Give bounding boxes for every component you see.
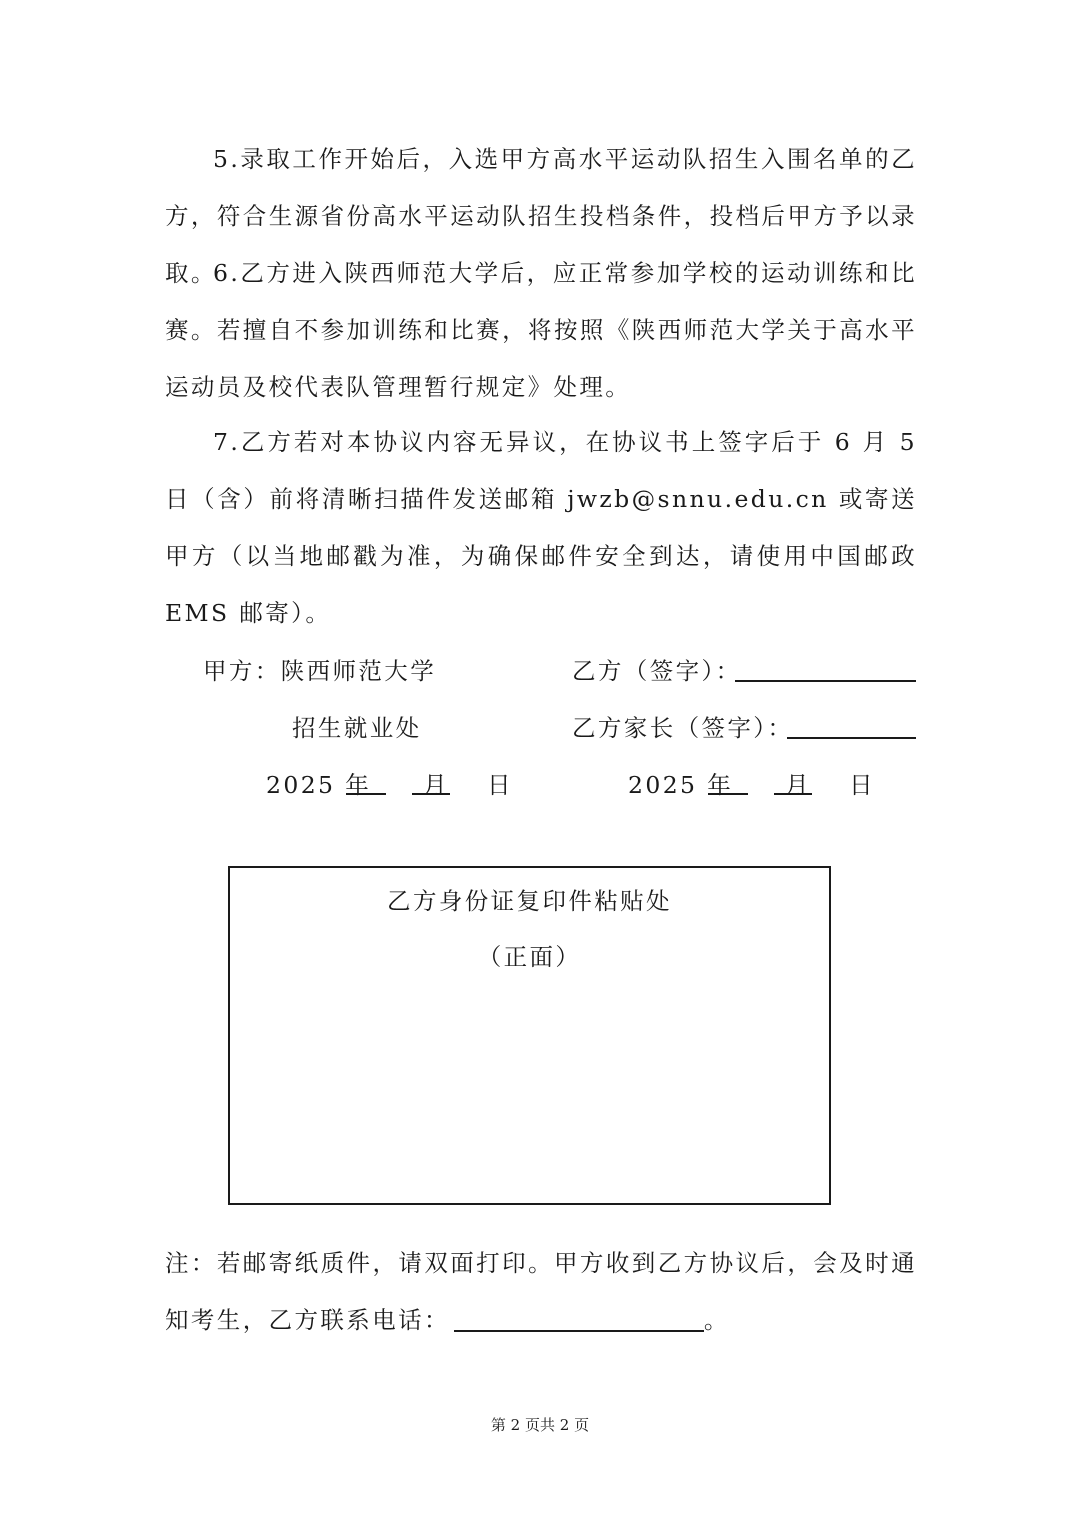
party-b-year: 2025 年 — [628, 771, 734, 799]
page-footer: 第 2 页共 2 页 — [490, 1416, 590, 1434]
party-a-label: 甲方：陕西师范大学 — [203, 657, 437, 685]
party-a-dept: 招生就业处 — [292, 714, 422, 742]
party-b-month: 月 — [785, 771, 812, 799]
id-box-title: 乙方身份证复印件粘贴处 — [387, 887, 672, 915]
party-a-year: 2025 年 — [266, 771, 372, 799]
clause-7-text: 7.乙方若对本协议内容无异议，在协议书上签字后于 6 月 5 日（含）前将清晰扫描件发送邮箱 jwzb@snnu.edu.cn 或寄送甲方（以当地邮戳为准，为确保邮件安全到达，请使用中国邮政 EMS 邮寄）。 — [165, 428, 917, 627]
party-a-day: 日 — [487, 771, 513, 799]
note — [165, 1235, 917, 1349]
party-b-label: 乙方（签字）： — [572, 657, 742, 685]
party-a-date — [266, 766, 513, 800]
party-b-month-line — [708, 793, 748, 795]
party-b-signature-line — [735, 680, 916, 682]
clause-5-text: 5.录取工作开始后，入选甲方高水平运动队招生入围名单的乙方，符合生源省份高水平运动队招生投档条件，投档后甲方予以录取。 — [165, 145, 917, 287]
party-a-day-line — [412, 793, 450, 795]
parent-label: 乙方家长（签字）： — [572, 714, 794, 742]
note-end: 。 — [703, 1306, 730, 1334]
party-a-month: 月 — [423, 771, 450, 799]
party-b-day: 日 — [849, 771, 875, 799]
party-a-month-line — [346, 793, 386, 795]
party-b-day-line — [774, 793, 812, 795]
party-b-date — [628, 766, 875, 800]
clause-6 — [165, 245, 917, 416]
note-text: 注：若邮寄纸质件，请双面打印。甲方收到乙方协议后，会及时通知考生，乙方联系电话： — [165, 1249, 917, 1334]
parent-signature-line — [787, 737, 916, 739]
clause-7 — [165, 414, 917, 642]
id-box-subtitle: （正面） — [477, 943, 582, 971]
clause-6-text: 6.乙方进入陕西师范大学后，应正常参加学校的运动训练和比赛。若擅自不参加训练和比赛，将按照《陕西师范大学关于高水平运动员及校代表队管理暂行规定》处理。 — [165, 259, 917, 401]
id-card-paste-box — [228, 866, 831, 1205]
phone-blank — [454, 1308, 704, 1332]
